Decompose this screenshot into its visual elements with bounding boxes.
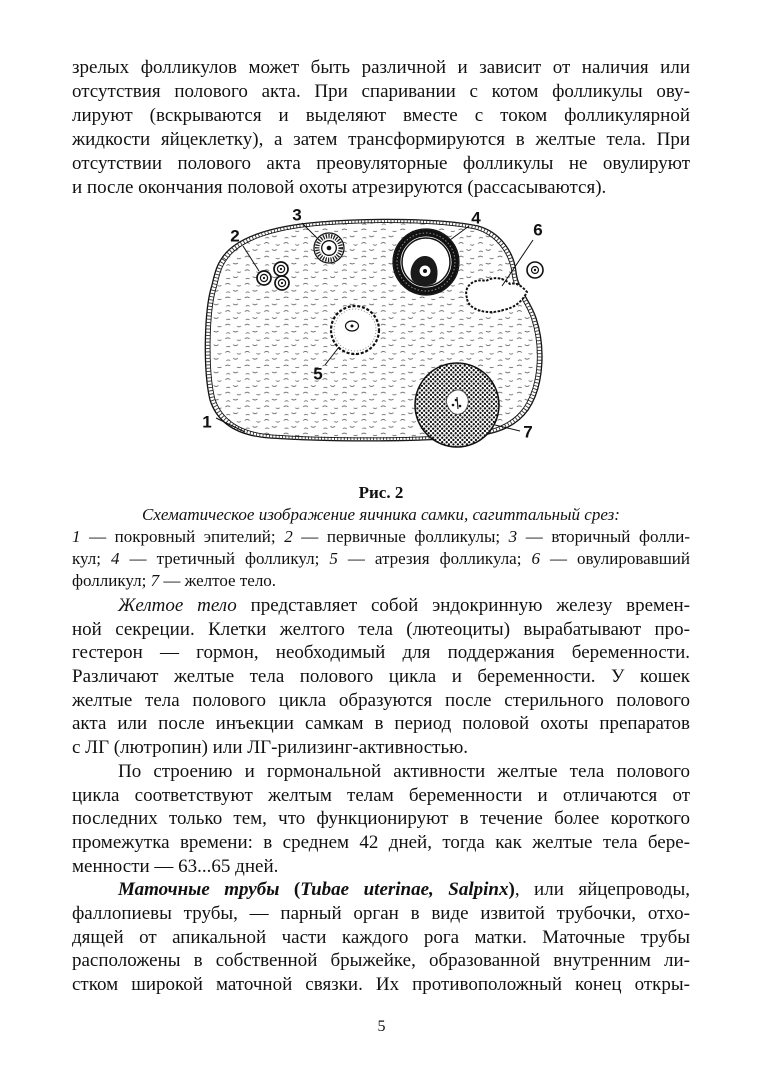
text-line	[118, 760, 690, 784]
text-line	[72, 128, 690, 152]
text-run: лируют (вскрываются и выделяют вместе с током фолликулярной	[72, 105, 690, 126]
text-line	[72, 855, 690, 879]
label-5: 5	[313, 364, 323, 384]
text-line	[72, 618, 690, 642]
text-line	[72, 665, 690, 689]
figure-subtitle: Схематическое изображение яичника самки, сагиттальный срез:	[142, 505, 620, 524]
line-content	[72, 666, 690, 687]
text-run: фаллопиевы трубы, — парный орган в виде извитой трубочки, отхо-	[72, 902, 690, 924]
text-run: промежутка времени: в среднем 42 дней, тогда как желтые тела бере-	[72, 831, 690, 853]
text-run: , или яйцепроводы,	[514, 879, 690, 901]
text-run: — желтое тело.	[159, 571, 277, 590]
emphasis-run: Желтое тело	[118, 595, 237, 616]
text-run: зрелых фолликулов может быть различной и зависит от наличия или	[72, 57, 690, 78]
line-content	[118, 595, 690, 616]
text-run: отсутствия полового акта. При спаривании с котом фолликулы ову-	[72, 81, 690, 102]
text-line	[72, 526, 690, 548]
line-content	[72, 690, 690, 711]
text-line	[72, 973, 690, 997]
text-run: представляет собой эндокринную железу времен-	[236, 595, 690, 616]
tertiary-follicle	[393, 229, 459, 295]
text-line	[72, 570, 690, 592]
text-run: расположены в собственной брыжейке, образованной внутренним ли-	[72, 950, 690, 972]
text-line	[72, 56, 690, 80]
primary-follicle	[257, 271, 271, 285]
text-line	[72, 902, 690, 926]
text-run: жидкости яйцеклетку), а затем трансформируются в желтые тела. При	[72, 129, 690, 150]
text-run: менности — 63...65 дней.	[72, 855, 279, 877]
text-line	[72, 712, 690, 736]
emphasis-run: Tubae uterinae, Salpinx	[300, 879, 509, 901]
emphasis-run: (	[279, 879, 301, 901]
label-3: 3	[292, 205, 302, 225]
emphasis-run: )	[508, 879, 515, 901]
atretic-follicle	[331, 306, 379, 354]
text-run: По строению и гормональной активности желтые тела полового	[118, 760, 690, 782]
line-content	[72, 129, 690, 150]
line-content	[72, 974, 690, 995]
label-6: 6	[533, 220, 543, 240]
line-content	[72, 642, 690, 663]
text-run: последних только тем, что функционируют в течение более короткого	[72, 808, 690, 830]
primary-follicle	[275, 276, 289, 290]
figure-legend	[72, 526, 690, 592]
released-oocyte	[527, 262, 543, 278]
line-content	[118, 761, 690, 782]
page-number: 5	[377, 1018, 386, 1035]
paragraph-follicle-ovulation	[72, 56, 690, 200]
primary-follicle	[274, 262, 288, 276]
line-content	[72, 856, 278, 877]
line-content	[72, 713, 690, 734]
corpus-luteum	[415, 363, 499, 447]
line-content	[72, 105, 690, 126]
line-content	[72, 153, 690, 174]
line-content	[72, 737, 468, 758]
label-4: 4	[471, 208, 481, 228]
emphasis-run: 3	[508, 527, 518, 546]
text-run: с ЛГ (лютропин) или ЛГ-рилизинг-активностью.	[72, 737, 469, 759]
text-run: желтые тела полового цикла образуются после стерильного полового	[72, 689, 690, 711]
line-content	[72, 549, 690, 568]
line-content	[72, 903, 690, 924]
line-content	[72, 177, 606, 198]
line-content	[72, 950, 690, 971]
text-line	[72, 80, 690, 104]
emphasis-run: 1	[72, 527, 81, 546]
line-content	[72, 57, 690, 78]
text-run: гестерон — гормон, необходимый для поддержания беременности.	[72, 642, 690, 664]
emphasis-run: Маточные трубы	[118, 879, 280, 901]
text-run: и после окончания половой охоты атрезируются (рассасываются).	[72, 177, 607, 198]
text-line	[72, 176, 690, 200]
secondary-follicle	[314, 233, 344, 263]
text-run: стком широкой маточной связки. Их противоположный конец откры-	[72, 974, 690, 995]
line-content	[72, 571, 276, 590]
text-line	[118, 594, 690, 618]
text-line	[72, 926, 690, 950]
text-run: — атрезия фолликула;	[337, 549, 532, 568]
text-run: отсутствии полового акта преовуляторные фолликулы не овулируют	[72, 153, 690, 174]
text-run: ной секреции. Клетки желтого тела (лютеоциты) вырабатывают про-	[72, 618, 690, 640]
label-1: 1	[202, 412, 212, 432]
text-line	[118, 878, 690, 902]
text-line	[72, 949, 690, 973]
emphasis-run: 5	[329, 549, 338, 568]
text-line	[72, 831, 690, 855]
paragraph-hormonal-activity	[72, 760, 690, 878]
line-content	[118, 879, 690, 900]
text-line	[72, 641, 690, 665]
emphasis-run: 6	[531, 549, 540, 568]
text-run: кул;	[72, 549, 112, 568]
text-line	[72, 689, 690, 713]
text-run: — первичные фолликулы;	[292, 527, 509, 546]
text-run: — покровный эпителий;	[80, 527, 285, 546]
text-run: — третичный фолликул;	[119, 549, 330, 568]
line-content	[72, 619, 690, 640]
text-line	[72, 736, 690, 760]
text-run: акта или после инъекции самкам в период половой охоты препаратов	[72, 713, 690, 735]
paragraph-uterine-tubes	[72, 878, 690, 996]
figure-caption	[72, 482, 690, 592]
text-line	[72, 104, 690, 128]
line-content	[72, 81, 690, 102]
emphasis-run: 4	[111, 549, 120, 568]
text-line	[72, 807, 690, 831]
paragraph-corpus-luteum	[72, 594, 690, 760]
line-content	[72, 832, 690, 853]
emphasis-run: 7	[150, 571, 160, 590]
line-content	[72, 527, 690, 546]
text-run: цикла соответствуют желтым телам беременности и отличаются от	[72, 784, 690, 806]
text-line	[72, 548, 690, 570]
text-line	[72, 784, 690, 808]
text-run: — вторичный фолли-	[517, 527, 691, 546]
emphasis-run: 2	[284, 527, 293, 546]
text-run: дящей от апикальной части каждого рога матки. Маточные трубы	[72, 926, 690, 948]
label-2: 2	[230, 226, 240, 246]
text-run: фолликул;	[72, 571, 151, 590]
line-content	[72, 927, 690, 948]
text-after-figure	[72, 594, 690, 997]
text-run: Различают желтые тела полового цикла и беременности. У кошек	[72, 666, 690, 688]
text-run: — овулировавший	[540, 549, 691, 568]
line-content	[72, 808, 690, 829]
ovary-diagram	[190, 200, 560, 465]
line-content	[72, 785, 690, 806]
label-7: 7	[523, 422, 533, 442]
figure-title: Рис. 2	[358, 483, 404, 502]
text-line	[72, 152, 690, 176]
